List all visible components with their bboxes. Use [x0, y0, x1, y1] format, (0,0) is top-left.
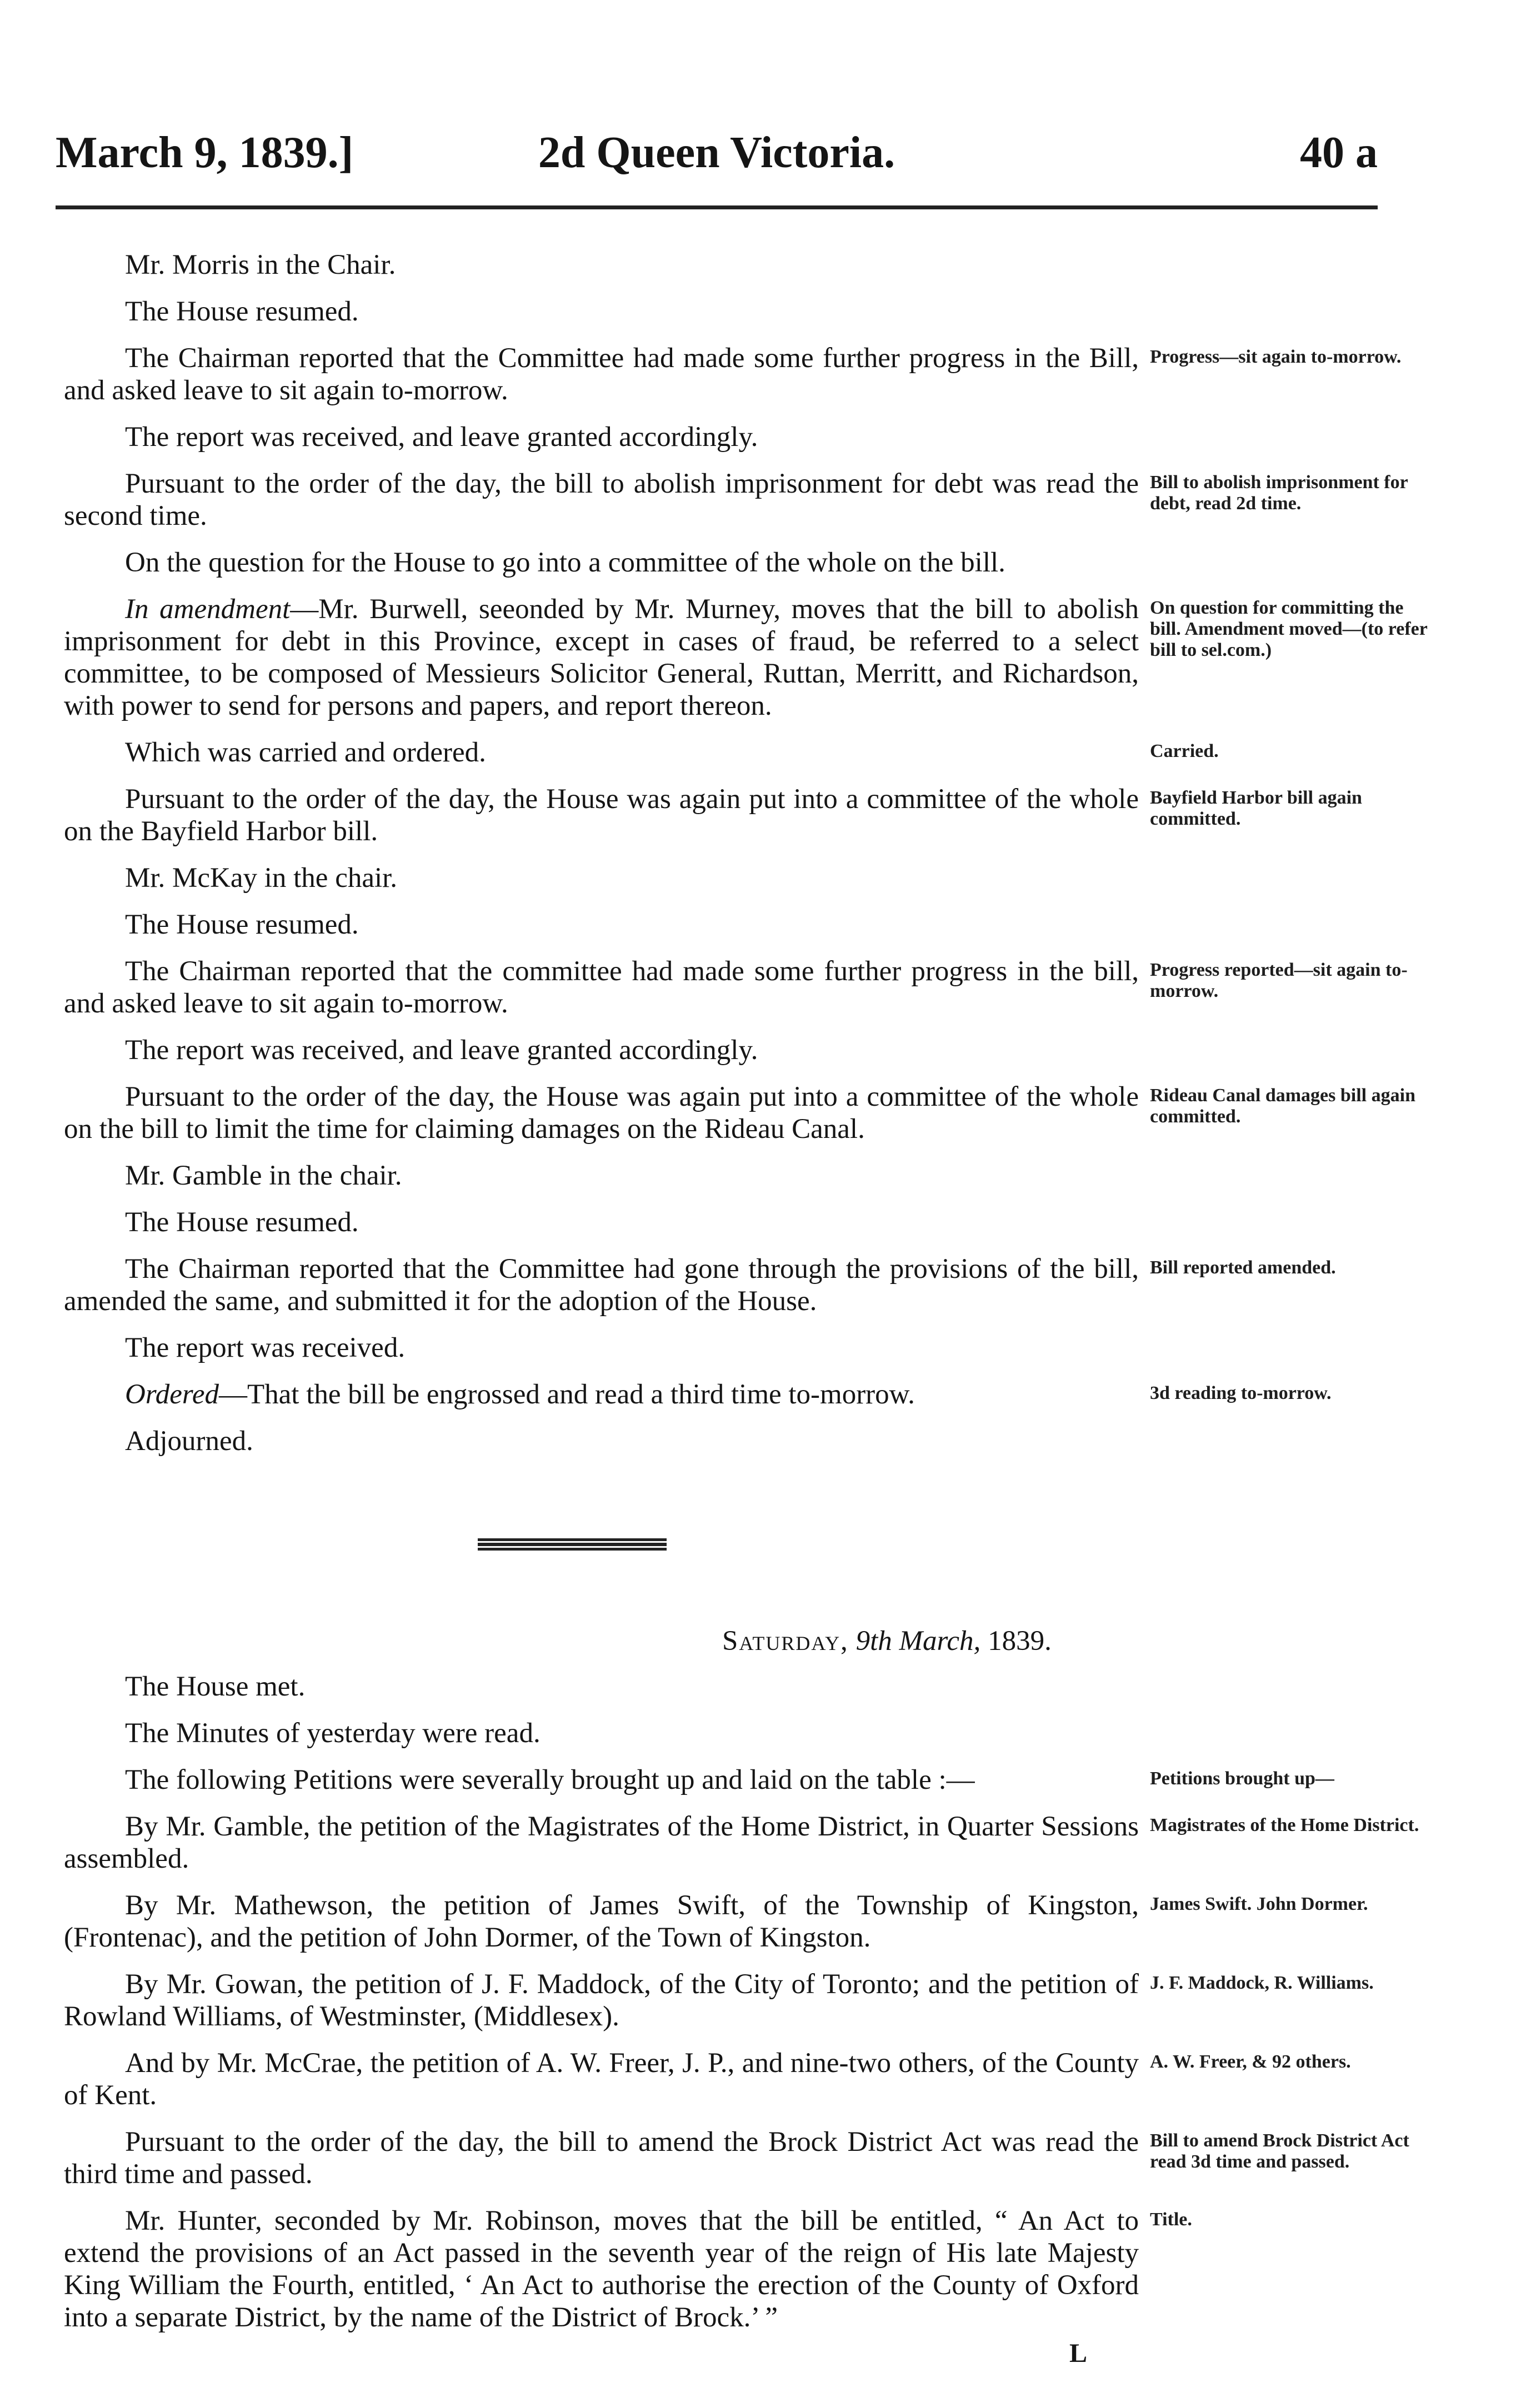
paragraph-text — [64, 593, 1139, 722]
paragraph-text — [64, 1968, 1139, 2033]
paragraph — [64, 421, 1139, 453]
paragraph-block — [64, 593, 1508, 722]
paragraph-text — [64, 736, 1139, 769]
paragraph — [64, 955, 1139, 1020]
paragraph-gap — [64, 2033, 1508, 2047]
paragraph-text — [64, 1081, 1139, 1145]
paragraph-gap — [64, 941, 1508, 955]
paragraph-text — [64, 342, 1139, 407]
paragraph-block — [64, 468, 1508, 532]
paragraph-body: The following Petitions were severally brought up and laid on the table :— — [125, 1764, 975, 1795]
paragraph-text — [64, 2205, 1139, 2334]
paragraph-block — [64, 2126, 1508, 2190]
paragraph — [64, 342, 1139, 407]
paragraph-gap — [64, 1749, 1508, 1764]
paragraph — [64, 1160, 1139, 1192]
paragraph — [64, 1253, 1139, 1317]
paragraph-text — [64, 1206, 1139, 1238]
paragraph-block — [64, 955, 1508, 1020]
paragraph — [64, 1081, 1139, 1145]
paragraph-body: By Mr. Mathewson, the petition of James Swift, of the Township of Kingston, (Frontenac), and the petition of John Dormer, of the Town of Kingston. — [64, 1890, 1139, 1953]
paragraph-block — [64, 862, 1508, 894]
paragraph-gap — [64, 2190, 1508, 2205]
paragraph-gap — [64, 1145, 1508, 1160]
paragraph-block — [64, 249, 1508, 281]
paragraph-text — [64, 1764, 1139, 1796]
margin-note: Progress—sit again to-morrow. — [1150, 347, 1402, 367]
paragraph-block — [64, 909, 1508, 941]
margin-note: Bill to amend Brock District Act read 3d time and passed. — [1150, 2130, 1409, 2172]
margin-note: Carried. — [1150, 741, 1219, 761]
paragraph-body: The House resumed. — [125, 296, 359, 327]
paragraph — [64, 1332, 1139, 1364]
paragraph-block — [64, 1670, 1508, 1703]
margin-note: J. F. Maddock, R. Williams. — [1150, 1973, 1374, 1993]
paragraph-block — [64, 736, 1508, 769]
paragraph-gap — [64, 2334, 1508, 2348]
paragraph-body: —That the bill be engrossed and read a third time to-morrow. — [219, 1379, 915, 1410]
paragraph — [64, 2126, 1139, 2190]
paragraph-block — [64, 421, 1508, 453]
paragraph-gap — [64, 894, 1508, 909]
paragraph-text — [64, 2047, 1139, 2111]
paragraph — [64, 468, 1139, 532]
paragraph-block — [64, 1332, 1508, 1364]
paragraph-gap — [64, 453, 1508, 468]
margin-note: On question for committing the bill. Amendment moved—(to refer bill to sel.com.) — [1150, 598, 1428, 660]
paragraph-text — [64, 2126, 1139, 2190]
paragraph-gap — [64, 722, 1508, 736]
paragraph — [64, 736, 1139, 769]
paragraph — [64, 2205, 1139, 2334]
margin-note: Bill to abolish imprisonment for debt, read 2d time. — [1150, 472, 1408, 514]
paragraph-gap — [64, 328, 1508, 342]
paragraph-body: —Mr. Burwell, seeonded by Mr. Murney, moves that the bill to abolish imprisonment for debt in this Province, except in cases of fraud, be referred to a select committee, to be composed of Messieurs Solicitor General, Ruttan, Merritt, and Richardson, with power to send for persons and papers, and report thereon. — [64, 594, 1139, 721]
margin-note: A. W. Freer, & 92 others. — [1150, 2051, 1351, 2072]
paragraph-gap — [64, 2111, 1508, 2126]
paragraph-gap — [64, 1192, 1508, 1206]
header-date: March 9, 1839.] — [56, 128, 354, 177]
margin-note: Title. — [1150, 2209, 1192, 2230]
paragraph-gap — [64, 281, 1508, 295]
paragraph-block — [64, 295, 1508, 328]
paragraph-body: Mr. Morris in the Chair. — [125, 249, 396, 280]
paragraph-body: On the question for the House to go into a committee of the whole on the bill. — [125, 547, 1005, 578]
paragraph — [64, 2047, 1139, 2111]
paragraph-text — [64, 1717, 1139, 1749]
paragraph-lead: Ordered — [125, 1379, 219, 1410]
paragraph-gap — [64, 1238, 1508, 1253]
paragraph-block — [64, 1378, 1508, 1411]
paragraph-block — [64, 546, 1508, 579]
paragraph-text — [64, 1889, 1139, 1954]
paragraph-body: The Minutes of yesterday were read. — [125, 1718, 541, 1749]
paragraph-gap — [64, 1066, 1508, 1081]
paragraph — [64, 1764, 1139, 1796]
paragraph-body: Mr. Gamble in the chair. — [125, 1160, 402, 1191]
paragraph-text — [64, 249, 1139, 281]
paragraph-block — [64, 1034, 1508, 1066]
paragraph-text — [64, 862, 1139, 894]
paragraph-gap — [64, 532, 1508, 546]
paragraph — [64, 1968, 1139, 2033]
paragraph-block — [64, 1968, 1508, 2033]
paragraph — [64, 1889, 1139, 1954]
paragraph-body: The House resumed. — [125, 909, 359, 940]
paragraph-gap — [64, 407, 1508, 421]
margin-note: Progress reported—sit again to-morrow. — [1150, 960, 1408, 1001]
paragraph-text — [64, 1332, 1139, 1364]
paragraph-text — [64, 1378, 1139, 1411]
paragraph-block — [64, 2047, 1508, 2111]
paragraph-body: Adjourned. — [125, 1426, 253, 1457]
paragraph-text — [64, 955, 1139, 1020]
paragraph-lead: In amendment — [125, 594, 291, 625]
margin-note: Magistrates of the Home District. — [1150, 1815, 1419, 1835]
paragraph-gap — [64, 1796, 1508, 1810]
paragraph-text — [64, 1160, 1139, 1192]
paragraph-gap — [64, 769, 1508, 783]
margin-note: Bill reported amended. — [1150, 1257, 1336, 1278]
paragraph-body: The House met. — [125, 1671, 306, 1702]
paragraph-gap — [64, 579, 1508, 593]
paragraph-block — [64, 1425, 1508, 1457]
margin-note: James Swift. John Dormer. — [1150, 1894, 1368, 1914]
paragraph-body: Pursuant to the order of the day, the House was again put into a committee of the whole on the Bayfield Harbor bill. — [64, 784, 1139, 847]
margin-note: Bayfield Harbor bill again committed. — [1150, 787, 1362, 829]
dateline-date: 9th March, — [855, 1626, 981, 1657]
paragraph-gap — [64, 1457, 1508, 1472]
header-title: 2d Queen Victoria. — [538, 128, 895, 177]
paragraph-body: The Chairman reported that the committee had made some further progress in the bill, and asked leave to sit again to-morrow. — [64, 956, 1139, 1019]
margin-note: Petitions brought up— — [1150, 1768, 1334, 1789]
paragraph — [64, 249, 1139, 281]
paragraph-body: The Chairman reported that the Committee had gone through the provisions of the bill, amended the same, and submitted it for the adoption of the House. — [64, 1253, 1139, 1317]
paragraph — [64, 1810, 1139, 1875]
paragraph-block — [64, 1889, 1508, 1954]
paragraph-gap — [64, 1364, 1508, 1378]
paragraph — [64, 783, 1139, 847]
paragraph — [64, 546, 1139, 579]
paragraph-gap — [64, 1411, 1508, 1425]
paragraph-block — [64, 1764, 1508, 1796]
paragraph-body: The report was received, and leave granted accordingly. — [125, 422, 758, 453]
paragraph-body: The Chairman reported that the Committee had made some further progress in the Bill, and asked leave to sit again to-morrow. — [64, 343, 1139, 406]
margin-note: Rideau Canal damages bill again committed. — [1150, 1085, 1415, 1127]
paragraph-text — [64, 1253, 1139, 1317]
paragraph-block — [64, 342, 1508, 407]
section-separator — [478, 1538, 667, 1551]
paragraph-text — [64, 909, 1139, 941]
paragraph — [64, 1425, 1139, 1457]
signature-mark: L — [1069, 2339, 1088, 2368]
paragraph-block — [64, 1717, 1508, 1749]
paragraph-gap — [64, 847, 1508, 862]
dateline — [722, 1624, 1111, 1658]
paragraph-body: The House resumed. — [125, 1207, 359, 1238]
paragraph — [64, 1670, 1139, 1703]
paragraph-body: By Mr. Gowan, the petition of J. F. Maddock, of the City of Toronto; and the petition of Rowland Williams, of Westminster, (Middlesex). — [64, 1969, 1139, 2032]
paragraph — [64, 295, 1139, 328]
paragraph-body: By Mr. Gamble, the petition of the Magistrates of the Home District, in Quarter Sessions assembled. — [64, 1811, 1139, 1874]
paragraph — [64, 1206, 1139, 1238]
paragraph-text — [64, 546, 1139, 579]
paragraph-text — [64, 468, 1139, 532]
paragraph-block — [64, 1206, 1508, 1238]
paragraph-body: Which was carried and ordered. — [125, 737, 486, 768]
paragraph-text — [64, 1810, 1139, 1875]
paragraph — [64, 1378, 1139, 1411]
header-page-number: 40 a — [1300, 128, 1378, 177]
paragraph-gap — [64, 1703, 1508, 1717]
paragraph-text — [64, 1034, 1139, 1066]
paragraph-block — [64, 2205, 1508, 2334]
paragraph-gap — [64, 1020, 1508, 1034]
margin-note: 3d reading to-morrow. — [1150, 1383, 1332, 1403]
running-header — [56, 122, 1378, 183]
paragraph-text — [64, 1670, 1139, 1703]
paragraph-body: Mr. Hunter, seconded by Mr. Robinson, moves that the bill be entitled, “ An Act to extend the provisions of an Act passed in the seventh year of the reign of His late Majesty King William the Fourth, entitled, ‘ An Act to authorise the erection of the County of Oxford into a separate District, by the name of the District of Brock.’ ” — [64, 2205, 1139, 2333]
paragraph-text — [64, 421, 1139, 453]
paragraph-text — [64, 295, 1139, 328]
paragraph-text — [64, 783, 1139, 847]
header-rule — [56, 205, 1378, 209]
paragraph — [64, 1034, 1139, 1066]
paragraph — [64, 862, 1139, 894]
dateline-year: 1839. — [988, 1626, 1052, 1657]
proceedings-section-2 — [64, 1670, 1508, 2348]
paragraph-gap — [64, 1875, 1508, 1889]
paragraph-gap — [64, 1954, 1508, 1968]
paragraph-body: And by Mr. McCrae, the petition of A. W. Freer, J. P., and nine-two others, of the County of Kent. — [64, 2048, 1139, 2111]
paragraph-block — [64, 1810, 1508, 1875]
paragraph-body: The report was received, and leave granted accordingly. — [125, 1035, 758, 1066]
dateline-day: Saturday, — [722, 1626, 849, 1657]
paragraph-body: Pursuant to the order of the day, the bill to amend the Brock District Act was read the third time and passed. — [64, 2126, 1139, 2190]
paragraph-gap — [64, 1317, 1508, 1332]
paragraph — [64, 593, 1139, 722]
paragraph-block — [64, 1253, 1508, 1317]
paragraph — [64, 909, 1139, 941]
paragraph-block — [64, 1081, 1508, 1145]
paragraph — [64, 1717, 1139, 1749]
paragraph-body: Mr. McKay in the chair. — [125, 862, 398, 894]
paragraph-block — [64, 783, 1508, 847]
paragraph-body: Pursuant to the order of the day, the House was again put into a committee of the whole on the bill to limit the time for claiming damages on the Rideau Canal. — [64, 1081, 1139, 1145]
proceedings-section-1 — [64, 249, 1508, 1472]
paragraph-block — [64, 1160, 1508, 1192]
paragraph-body: The report was received. — [125, 1332, 406, 1363]
paragraph-body: Pursuant to the order of the day, the bill to abolish imprisonment for debt was read the second time. — [64, 468, 1139, 531]
paragraph-text — [64, 1425, 1139, 1457]
